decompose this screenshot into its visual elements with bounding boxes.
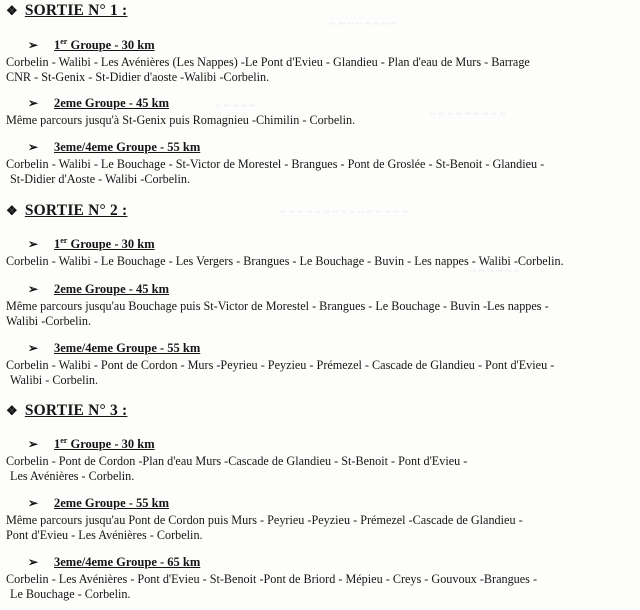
group-label: 3eme/4eme Groupe - 65 km xyxy=(54,555,201,569)
route-line: Corbelin - Walibi - Le Bouchage - St-Victor de Morestel - Brangues - Pont de Groslée - St-Benoit - Glandieu - xyxy=(6,157,545,171)
group-label: 3eme/4eme Groupe - 55 km xyxy=(54,140,201,154)
bleed-through-text: ~ ~ ~ ~ ~ xyxy=(215,100,256,112)
arrow-bullet-icon: ➢ xyxy=(28,140,39,154)
route-line: Walibi -Corbelin. xyxy=(6,314,91,328)
arrow-bullet-icon: ➢ xyxy=(28,96,39,110)
arrow-bullet-icon: ➢ xyxy=(28,555,39,569)
route-description xyxy=(6,113,636,128)
route-description xyxy=(6,358,636,388)
route-line: Walibi - Corbelin. xyxy=(10,373,99,387)
arrow-bullet-icon: ➢ xyxy=(28,496,39,510)
sortie-2-group-2 xyxy=(6,282,636,329)
sortie-2-group-3 xyxy=(6,341,636,388)
sortie-3-group-2 xyxy=(6,496,636,543)
route-line: Même parcours jusqu'au Bouchage puis St-Victor de Morestel - Brangues - Le Bouchage - Buvin -Les nappes - xyxy=(6,299,549,313)
route-line: Corbelin - Walibi - Le Bouchage - Les Vergers - Brangues - Le Bouchage - Buvin - Les nappes - Walibi -Corbelin. xyxy=(6,254,564,269)
sortie-1-heading xyxy=(6,2,127,20)
route-line: Même parcours jusqu'au Pont de Cordon puis Murs - Peyrieu -Peyzieu - Prémezel -Cascade de Glandieu - xyxy=(6,513,523,527)
group-label: 2eme Groupe - 55 km xyxy=(54,496,170,510)
sortie-3-group-1 xyxy=(6,436,636,484)
route-description xyxy=(6,254,636,269)
route-line: Même parcours jusqu'à St-Genix puis Romagnieu -Chimilin - Corbelin. xyxy=(6,113,356,127)
diamond-bullet-icon: ❖ xyxy=(6,203,18,218)
bleed-through-text: ~ ~ ~ ~ ~ ~ ~ ~ ~ ~ ~ ~ ~ ~ ~ xyxy=(280,206,408,218)
route-line: Les Avénières - Corbelin. xyxy=(10,469,135,484)
route-line: St-Didier d'Aoste - Walibi -Corbelin. xyxy=(10,172,191,186)
bleed-through-text: ~ ~ ~ ~ ~ ~ ~ ~ ~ xyxy=(430,108,506,120)
diamond-bullet-icon: ❖ xyxy=(6,403,18,418)
group-label: 2eme Groupe - 45 km xyxy=(54,282,170,296)
arrow-bullet-icon: ➢ xyxy=(28,341,39,355)
arrow-bullet-icon: ➢ xyxy=(28,37,39,52)
group-label: 1er Groupe - 30 km xyxy=(54,236,155,252)
sortie-title: SORTIE N° 1 : xyxy=(24,2,128,19)
route-line: Corbelin - Pont de Cordon -Plan d'eau Murs -Cascade de Glandieu - St-Benoit - Pont d'Evieu - xyxy=(6,454,468,469)
arrow-bullet-icon: ➢ xyxy=(28,436,39,451)
arrow-bullet-icon: ➢ xyxy=(28,236,39,251)
route-line: Le Bouchage - Corbelin. xyxy=(10,587,131,601)
bleed-through-text: ~ ~ ~ ~ ~ ~ ~ ~ xyxy=(330,18,397,30)
sortie-2-heading xyxy=(6,202,127,220)
sortie-2-group-1 xyxy=(6,236,636,269)
sortie-1-group-3 xyxy=(6,140,636,187)
route-description xyxy=(6,454,636,484)
route-description xyxy=(6,299,636,329)
route-line: Corbelin - Walibi - Pont de Cordon - Murs -Peyrieu - Peyzieu - Prémezel - Cascade de Glandieu - Pont d'Evieu - xyxy=(6,358,555,372)
route-line: Pont d'Evieu - Les Avénières - Corbelin. xyxy=(6,528,203,542)
sortie-1-group-2 xyxy=(6,96,636,128)
bleed-through-text: ~ ~ ~ ~ ~ ~ xyxy=(470,265,520,277)
sortie-1-group-1 xyxy=(6,37,636,85)
group-label: 2eme Groupe - 45 km xyxy=(54,96,170,110)
sortie-3-heading xyxy=(6,402,127,420)
sortie-3-group-3 xyxy=(6,555,636,602)
diamond-bullet-icon: ❖ xyxy=(6,3,18,18)
route-line: Corbelin - Walibi - Les Avénières (Les Nappes) -Le Pont d'Evieu - Glandieu - Plan d'eau de Murs - Barrage xyxy=(6,55,530,70)
route-description xyxy=(6,157,636,187)
route-description xyxy=(6,572,636,602)
sortie-title: SORTIE N° 3 : xyxy=(24,402,128,419)
route-line: Corbelin - Les Avénières - Pont d'Evieu - St-Benoit -Pont de Briord - Mépieu - Creys - Gouvoux -Brangues - xyxy=(6,572,538,586)
route-line: CNR - St-Genix - St-Didier d'aoste -Walibi -Corbelin. xyxy=(6,70,270,85)
group-label: 1er Groupe - 30 km xyxy=(54,436,155,452)
group-label: 1er Groupe - 30 km xyxy=(54,37,155,53)
route-description xyxy=(6,513,636,543)
route-description xyxy=(6,55,636,85)
arrow-bullet-icon: ➢ xyxy=(28,282,39,296)
group-label: 3eme/4eme Groupe - 55 km xyxy=(54,341,201,355)
sortie-title: SORTIE N° 2 : xyxy=(24,202,128,219)
